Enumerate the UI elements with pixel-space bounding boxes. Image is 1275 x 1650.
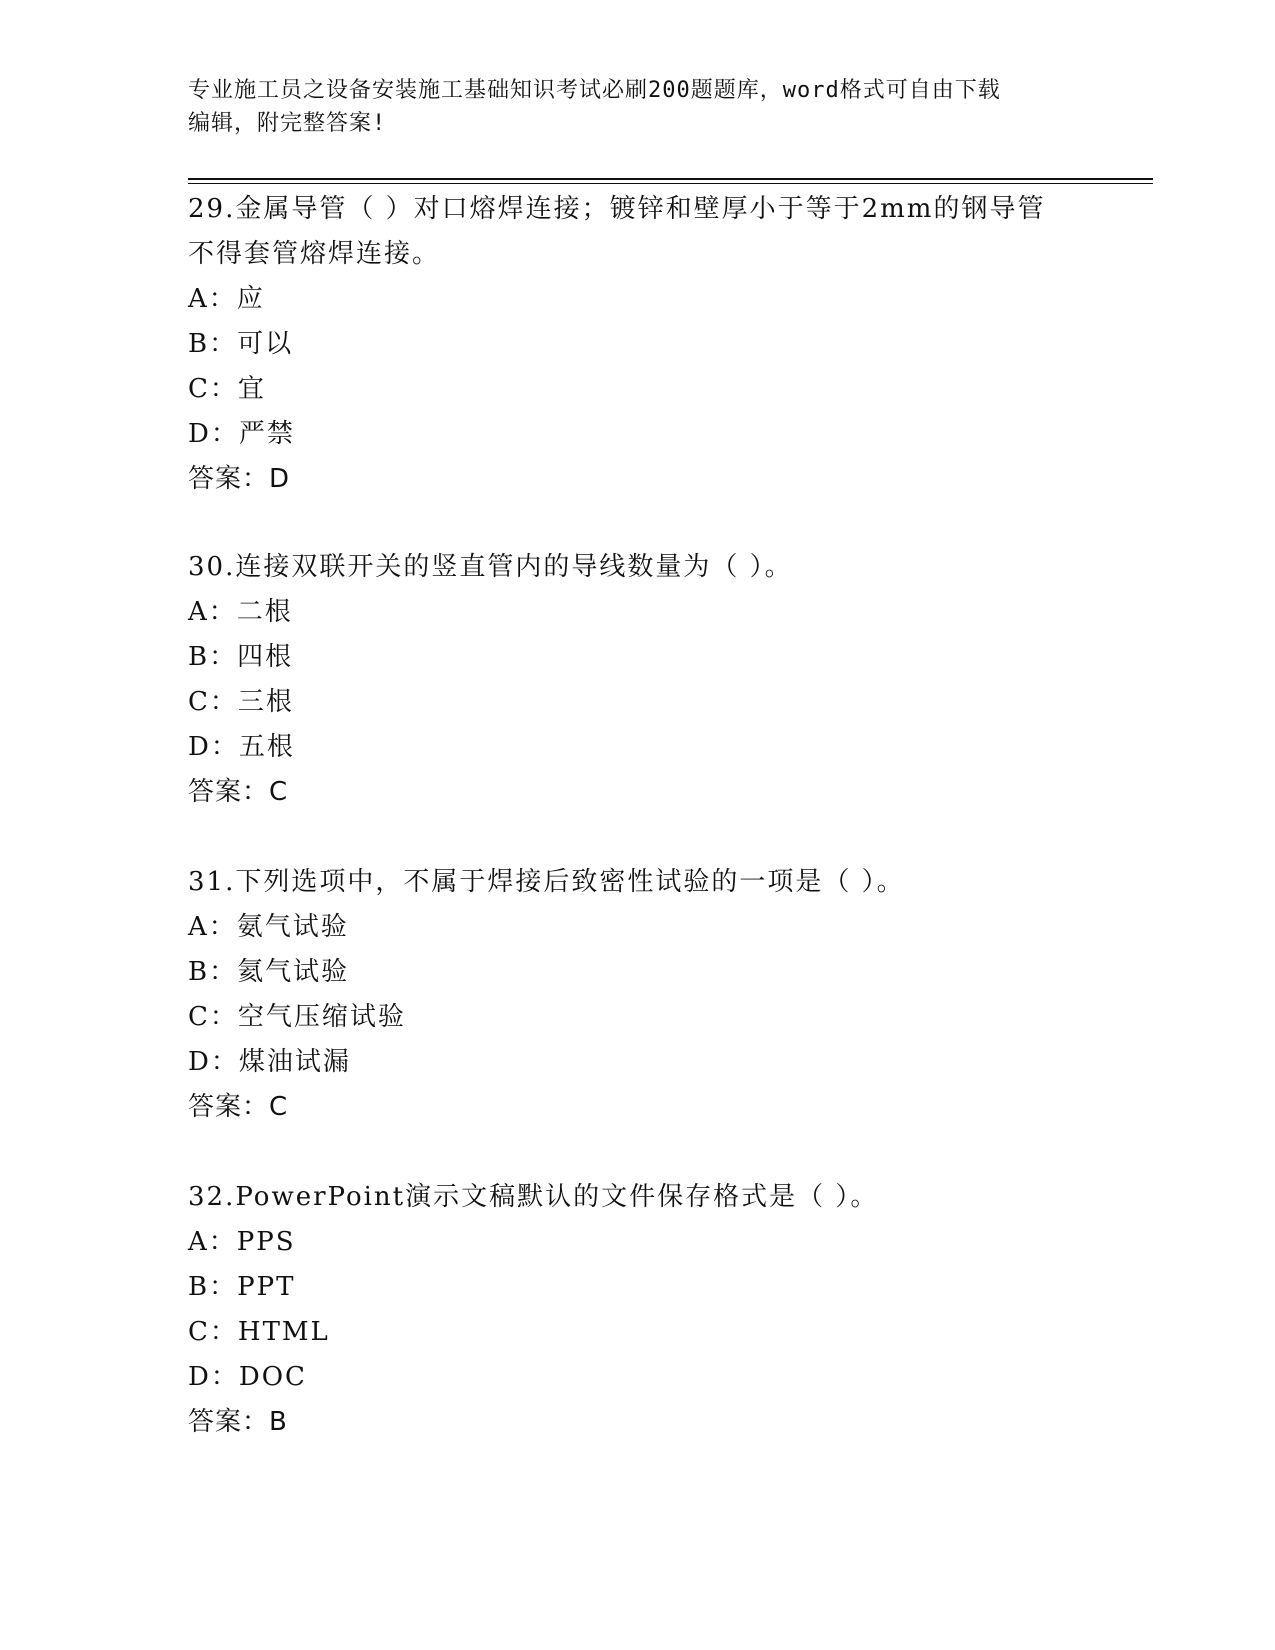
question-31 <box>188 860 1088 1130</box>
document-header <box>188 74 1088 140</box>
option-a: A：二根 <box>188 597 293 627</box>
option-a: A：氨气试验 <box>188 912 349 942</box>
option-b: B：可以 <box>188 329 294 359</box>
question-text: 32.PowerPoint演示文稿默认的文件保存格式是（ ）。 <box>188 1182 879 1212</box>
option-d: D：DOC <box>188 1362 307 1392</box>
option-c: C：HTML <box>188 1317 330 1347</box>
option-d: D：五根 <box>188 732 295 762</box>
option-b: B：四根 <box>188 642 294 672</box>
option-d: D：严禁 <box>188 419 295 449</box>
question-32 <box>188 1175 1088 1445</box>
header-line-1: 专业施工员之设备安装施工基础知识考试必刷200题题库，word格式可自由下载 <box>188 78 1001 103</box>
option-b: B：氦气试验 <box>188 957 350 987</box>
header-divider-thin <box>188 183 1153 184</box>
option-c: C：宜 <box>188 374 266 404</box>
header-divider-thick <box>188 178 1153 180</box>
option-d: D：煤油试漏 <box>188 1047 351 1077</box>
option-c: C：空气压缩试验 <box>188 1002 406 1032</box>
question-30 <box>188 545 1088 815</box>
question-text: 29.金属导管（ ）对口熔焊连接；镀锌和壁厚小于等于2mm的钢导管 <box>188 194 1046 224</box>
option-c: C：三根 <box>188 687 294 717</box>
answer-line: 答案：D <box>188 464 291 494</box>
answer-line: 答案：C <box>188 1092 289 1122</box>
answer-line: 答案：C <box>188 777 289 807</box>
question-text: 31.下列选项中，不属于焊接后致密性试验的一项是（ ）。 <box>188 867 905 897</box>
option-a: A：PPS <box>188 1227 296 1257</box>
option-b: B：PPT <box>188 1272 296 1302</box>
question-text: 30.连接双联开关的竖直管内的导线数量为（ ）。 <box>188 552 793 582</box>
question-text-continued: 不得套管熔焊连接。 <box>188 239 441 269</box>
header-line-2: 编辑，附完整答案! <box>188 111 387 136</box>
option-a: A：应 <box>188 284 265 314</box>
question-29 <box>188 187 1088 502</box>
answer-line: 答案：B <box>188 1407 288 1437</box>
